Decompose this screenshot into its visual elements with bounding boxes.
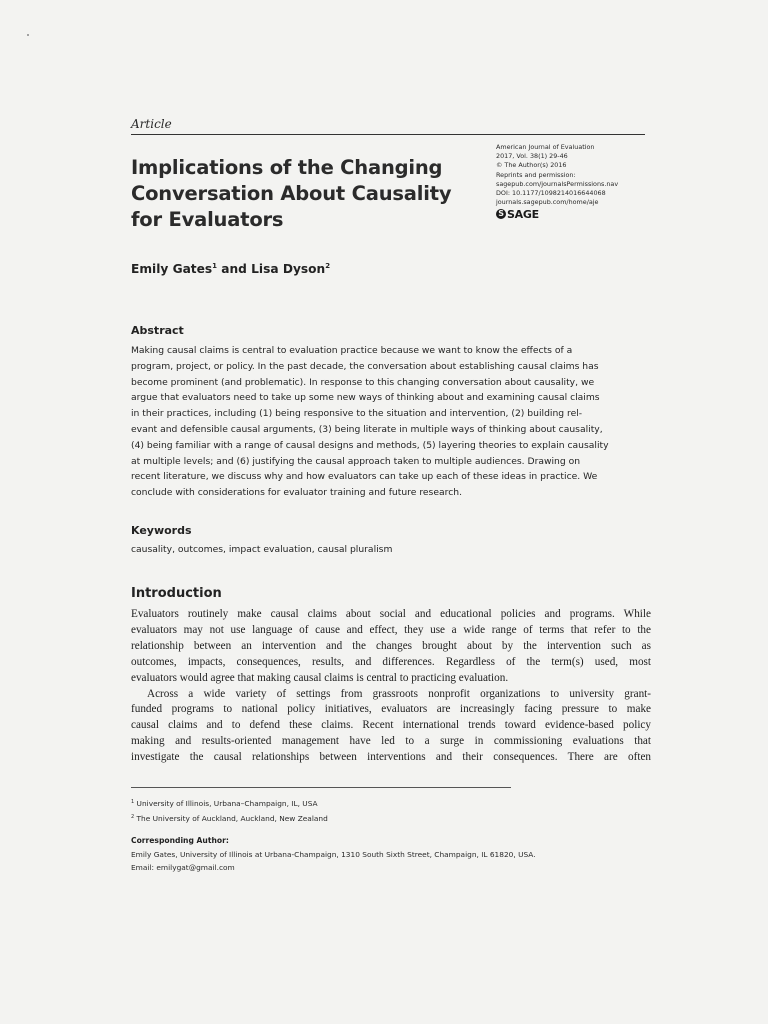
title-line: Conversation About Causality bbox=[131, 182, 452, 205]
body-line: investigate the causal relationships between interventions and their consequences. There are often bbox=[131, 751, 651, 764]
author-affiliation-marker: 1 bbox=[212, 262, 218, 270]
keywords-heading: Keywords bbox=[131, 524, 192, 537]
journal-url: journals.sagepub.com/home/aje bbox=[496, 198, 599, 207]
footnote-marker: 2 bbox=[131, 813, 135, 820]
footnote bbox=[131, 796, 328, 811]
abstract-line: program, project, or policy. In the past decade, the conversation about establishing causal claims has bbox=[131, 360, 599, 372]
sage-logo bbox=[496, 209, 656, 219]
abstract-line: become prominent (and problematic). In response to this changing conversation about causality, we bbox=[131, 376, 595, 388]
footnote-text: University of Illinois, Urbana–Champaign, IL, USA bbox=[136, 799, 318, 808]
abstract-line: conclude with considerations for evaluator training and future research. bbox=[131, 487, 462, 499]
keywords-list: causality, outcomes, impact evaluation, causal pluralism bbox=[131, 544, 393, 555]
author-affiliation-marker: 2 bbox=[325, 262, 331, 270]
title-line: for Evaluators bbox=[131, 208, 284, 231]
corresponding-author-details bbox=[131, 849, 536, 874]
doi-line: DOI: 10.1177/1098214016644068 bbox=[496, 189, 606, 198]
abstract-line: in their practices, including (1) being responsive to the situation and intervention, (2) building rel- bbox=[131, 408, 583, 420]
body-line: evaluators may not use language of cause and effect, they use a wide range of terms that refer to the bbox=[131, 623, 651, 636]
abstract-line: argue that evaluators need to take up some new ways of thinking about and examining causal claims bbox=[131, 392, 600, 404]
abstract-line: evant and defensible causal arguments, (3) being literate in multiple ways of thinking about causality, bbox=[131, 423, 603, 435]
reprints-line: Reprints and permission: bbox=[496, 170, 576, 179]
journal-name: American Journal of Evaluation bbox=[496, 143, 595, 151]
body-line: evaluators would agree that making causal claims is central to practicing evaluation. bbox=[131, 671, 509, 684]
author-list bbox=[131, 262, 330, 276]
body-line: Across a wide variety of settings from grassroots nonprofit organizations to university grant- bbox=[147, 687, 651, 700]
abstract-line: at multiple levels; and (6) justifying the causal approach taken to multiple audiences. Drawing on bbox=[131, 455, 581, 467]
body-line: outcomes, impacts, consequences, results, and differences. Regardless of the term(s) used, most bbox=[131, 655, 651, 668]
author-name: Emily Gates bbox=[131, 262, 213, 276]
abstract-line: Making causal claims is central to evaluation practice because we want to know the effects of a bbox=[131, 345, 573, 356]
footnote bbox=[131, 811, 328, 826]
title-line: Implications of the Changing bbox=[131, 156, 443, 179]
body-line: making and results-oriented management have led to a surge in commissioning evaluations that bbox=[131, 735, 651, 748]
header-rule bbox=[131, 134, 645, 135]
sage-logo-icon: S bbox=[496, 209, 506, 219]
introduction-body bbox=[131, 607, 651, 766]
scan-speck bbox=[27, 34, 29, 36]
body-line: Evaluators routinely make causal claims about social and educational policies and programs. While bbox=[131, 608, 651, 620]
author-name: Lisa Dyson bbox=[251, 262, 326, 276]
abstract-heading: Abstract bbox=[131, 324, 184, 337]
abstract-body bbox=[131, 343, 646, 501]
publisher-name: SAGE bbox=[507, 207, 539, 221]
footnote-rule bbox=[131, 787, 511, 788]
journal-volume: 2017, Vol. 38(1) 29-46 bbox=[496, 152, 568, 161]
journal-metadata bbox=[496, 143, 656, 219]
section-heading-introduction: Introduction bbox=[131, 586, 222, 601]
body-line: relationship between an intervention and the changes brought about by the intervention such as bbox=[131, 639, 651, 652]
corresponding-address: Emily Gates, University of Illinois at Urbana-Champaign, 1310 South Sixth Street, Champaign, IL 61820, USA. bbox=[131, 850, 536, 859]
body-line: causal claims and to defend these claims. Recent international trends toward evidence-based policy bbox=[131, 719, 651, 732]
corresponding-author-heading: Corresponding Author: bbox=[131, 836, 229, 845]
article-title bbox=[131, 155, 481, 233]
author-conjunction: and bbox=[217, 262, 252, 276]
body-line: funded programs to national policy initiatives, evaluators are increasingly facing pressure to make bbox=[131, 703, 651, 716]
footnote-marker: 1 bbox=[131, 799, 135, 805]
footnote-text: The University of Auckland, Auckland, New Zealand bbox=[136, 813, 328, 823]
affiliation-footnotes bbox=[131, 796, 328, 825]
abstract-line: (4) being familiar with a range of causal designs and methods, (5) layering theories to explain causality bbox=[131, 439, 609, 451]
article-type-label: Article bbox=[131, 117, 172, 131]
permissions-url: sagepub.com/journalsPermissions.nav bbox=[496, 179, 619, 188]
abstract-line: recent literature, we discuss why and how evaluators can take up each of these ideas in practice. We bbox=[131, 471, 598, 483]
corresponding-email: Email: emilygat@gmail.com bbox=[131, 862, 235, 872]
copyright-line: © The Author(s) 2016 bbox=[496, 161, 567, 170]
